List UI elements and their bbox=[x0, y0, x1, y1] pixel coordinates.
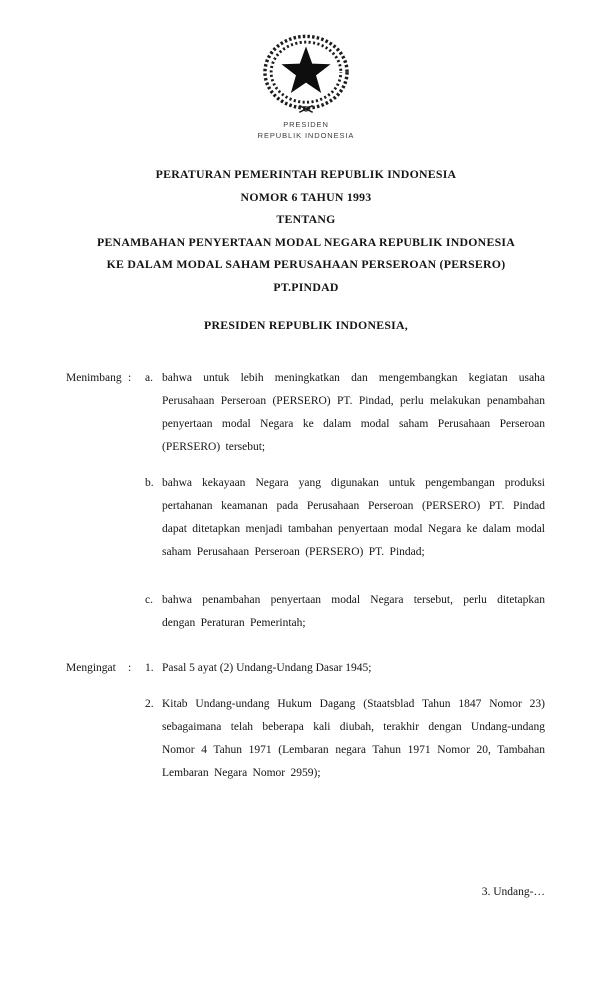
title-line-number: NOMOR 6 TAHUN 1993 bbox=[240, 189, 372, 204]
item-marker: b. bbox=[145, 477, 154, 489]
letterhead bbox=[0, 0, 612, 141]
consideration-item-a bbox=[145, 367, 545, 459]
section-mengingat bbox=[66, 657, 545, 785]
item-text: bahwa kekayaan Negara yang digunakan untuk pengembangan produksi pertahanan keamanan pada Perusahaan Perseroan (PERSERO) PT. Pindad dapat ditetapkan menjadi tambahan penyertaan modal Negara ke dalam modal saham Perusahaan Perseroan (PERSERO) PT. Pindad; bbox=[162, 477, 546, 558]
item-marker: 2. bbox=[145, 698, 154, 710]
section-label: Mengingat bbox=[66, 662, 116, 674]
item-text: bahwa untuk lebih meningkatkan dan mengembangkan kegiatan usaha Perusahaan Perseroan (PERSERO) PT. Pindad, perlu melakukan penambahan penyertaan modal Negara ke dalam modal saham Perusahaan Perseroan (PERSERO) tersebut; bbox=[162, 372, 545, 453]
section-label: Menimbang bbox=[66, 372, 122, 384]
item-text: Kitab Undang-undang Hukum Dagang (Staatsblad Tahun 1847 Nomor 23) sebagaimana telah beberapa kali diubah, terakhir dengan Undang-undang Nomor 4 Tahun 1971 (Lembaran negara Tahun 1971 Nomor 20, Tambahan Lembaran Negara Nomor 2959); bbox=[162, 698, 545, 779]
item-marker: a. bbox=[145, 372, 153, 384]
title-line-company: PT.PINDAD bbox=[273, 279, 339, 294]
item-text: Pasal 5 ayat (2) Undang-Undang Dasar 1945; bbox=[162, 662, 372, 674]
legal-basis-item-2 bbox=[145, 693, 545, 785]
document-title bbox=[0, 163, 612, 298]
title-line-regulation: PERATURAN PEMERINTAH REPUBLIK INDONESIA bbox=[155, 167, 457, 181]
consideration-item-c bbox=[145, 589, 545, 635]
agency-line-presiden: PRESIDEN bbox=[283, 120, 329, 129]
presidential-seal-icon bbox=[258, 34, 354, 118]
item-text: bahwa penambahan penyertaan modal Negara tersebut, perlu ditetapkan dengan Peraturan Pemerintah; bbox=[162, 594, 545, 629]
consideration-items bbox=[145, 367, 545, 635]
section-menimbang bbox=[66, 367, 545, 635]
salutation: PRESIDEN REPUBLIK INDONESIA, bbox=[204, 318, 408, 332]
agency-line-republik: REPUBLIK INDONESIA bbox=[257, 131, 355, 140]
consideration-item-b bbox=[145, 472, 545, 564]
title-line-subject-1: PENAMBAHAN PENYERTAAN MODAL NEGARA REPUBLIK INDONESIA bbox=[96, 234, 515, 249]
item-marker: 1. bbox=[145, 662, 154, 674]
catchword: 3. Undang-… bbox=[481, 886, 545, 898]
title-line-subject-2: KE DALAM MODAL SAHAM PERUSAHAAN PERSEROAN (PERSERO) bbox=[106, 257, 506, 271]
section-colon: : bbox=[128, 372, 132, 384]
title-line-tentang: TENTANG bbox=[276, 212, 336, 226]
legal-basis-items bbox=[145, 657, 545, 785]
section-colon: : bbox=[128, 662, 132, 674]
legal-basis-item-1 bbox=[145, 657, 545, 680]
document-body bbox=[0, 367, 612, 785]
item-marker: c. bbox=[145, 594, 153, 606]
agency-name bbox=[0, 119, 612, 141]
